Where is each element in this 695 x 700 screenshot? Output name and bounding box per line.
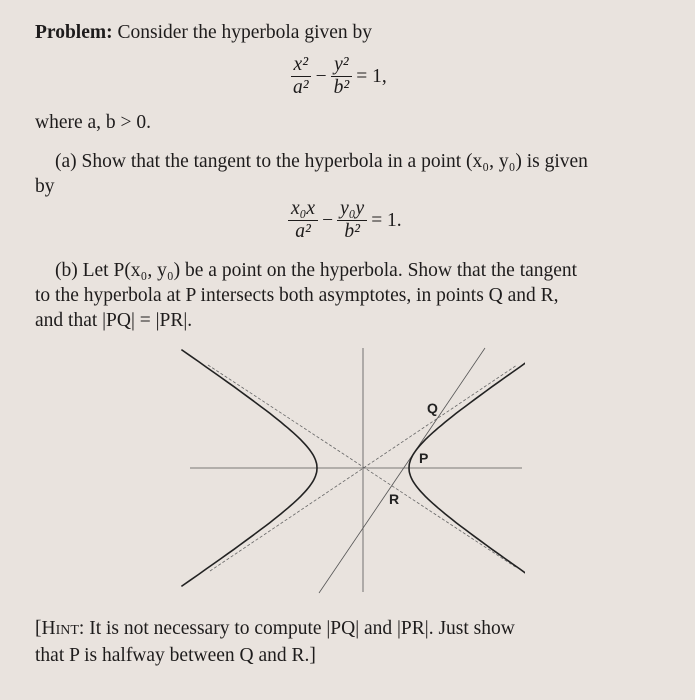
- asymptote-descending: [208, 365, 517, 568]
- problem-intro-text: Consider the hyperbola given by: [117, 22, 373, 43]
- fraction-x: [290, 54, 312, 99]
- where-condition: where a, b > 0.: [35, 112, 152, 133]
- fraction-x: [288, 198, 318, 243]
- fraction-y: [337, 198, 367, 243]
- point-r-label: R: [389, 491, 400, 507]
- part-a-line-2: by: [35, 176, 55, 197]
- part-a-line-1: (a) Show that the tangent to the hyperbola in a point (x₀, y₀) is given: [55, 151, 588, 172]
- hint-line-2: that P is halfway between Q and R.]: [35, 645, 316, 666]
- denominator: a²: [295, 221, 311, 242]
- fraction-y: [331, 54, 353, 99]
- numerator: x²: [291, 54, 312, 77]
- part-b-line-1: (b) Let P(x₀, y₀) be a point on the hyperbola. Show that the tangent: [55, 260, 578, 281]
- tangent-equation: [284, 198, 402, 243]
- problem-heading: Problem:: [35, 22, 113, 43]
- numerator: y₀y: [337, 198, 367, 221]
- hint-line-1: [35, 618, 515, 640]
- numerator: x₀x: [288, 198, 318, 221]
- hint-text-1: It is not necessary to compute |PQ| and |PR|. Just show: [89, 618, 515, 639]
- denominator: b²: [344, 221, 360, 242]
- denominator: a²: [293, 77, 309, 98]
- point-p-label: P: [419, 450, 429, 466]
- minus-sign: −: [315, 65, 327, 87]
- hyperbola-equation: [286, 54, 387, 99]
- denominator: b²: [333, 77, 350, 98]
- hyperbola-figure: [180, 340, 525, 600]
- hint-label: [Hint:: [35, 618, 85, 639]
- problem-intro: [35, 22, 372, 44]
- equation-rhs: = 1,: [356, 65, 387, 87]
- equation-rhs: = 1.: [371, 209, 402, 231]
- numerator: y²: [331, 54, 352, 77]
- point-q-label: Q: [427, 400, 438, 416]
- minus-sign: −: [322, 209, 334, 231]
- tangent-line: [319, 348, 485, 593]
- part-b-line-3: and that |PQ| = |PR|.: [35, 310, 193, 331]
- part-b-line-2: to the hyperbola at P intersects both asymptotes, in points Q and R,: [35, 285, 559, 306]
